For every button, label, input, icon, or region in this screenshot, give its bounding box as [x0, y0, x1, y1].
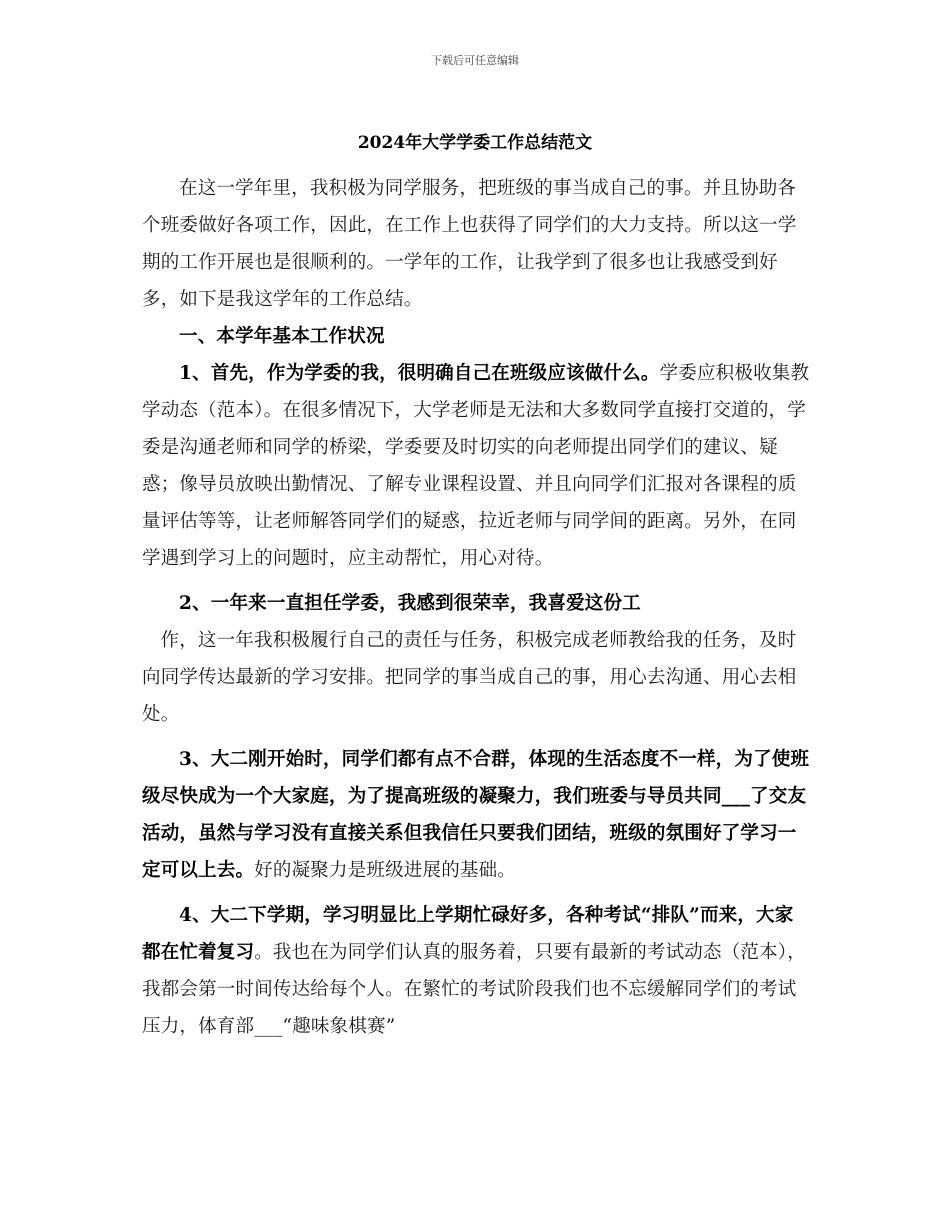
item-4-lead: 4、大二下学期，学习明显比上学期忙碌好多，各种考试“排队”而来，大家都在忙着复习 — [142, 905, 794, 963]
item-2-paragraph: 作，这一年我积极履行自己的责任与任务，积极完成老师教给我的任务，及时向同学传达最新的学习安排。把同学的事当成自己的事，用心去沟通、用心去相处。 — [142, 630, 797, 725]
intro-paragraph: 在这一学年里，我积极为同学服务，把班级的事当成自己的事。并且协助各个班委做好各项工作，因此，在工作上也获得了同学们的大力支持。所以这一学期的工作开展也是很顺利的。一学年的工作，让我学到了很多也让我感受到好多，如下是我这学年的工作总结。 — [142, 178, 797, 310]
item-4-text: 。我也在为同学们认真的服务着，只要有最新的考试动态（范本），我都会第一时间传达给每个人。在繁忙的考试阶段我们也不忘缓解同学们的考试压力，体育部___“趣味象棋赛” — [142, 942, 806, 1037]
page-header: 下载后可任意编辑 — [431, 54, 519, 67]
item-1-text: 学委应积极收集教学动态（范本）。在很多情况下，大学老师是无法和大多数同学直接打交道的，学委是沟通老师和同学的桥梁，学委要及时切实的向老师提出同学们的建议、疑惑；像导员放映出勤情况、了解专业课程设置、并且向同学们汇报对各课程的质量评估等等，让老师解答同学们的疑惑，拉近老师与同学间的距离。另外，在同学遇到学习上的问题时，应主动帮忙，用心对待。 — [142, 363, 810, 569]
item-4-paragraph — [142, 897, 812, 1045]
item-3-paragraph — [142, 741, 812, 889]
section-heading: 一、本学年基本工作状况 — [179, 326, 385, 347]
document-title: 2024年大学学委工作总结范文 — [357, 133, 593, 153]
document-body — [142, 170, 812, 1045]
item-2-heading: 2、一年来一直担任学委，我感到很荣幸，我喜爱这份工 — [179, 593, 641, 614]
item-1-paragraph — [142, 355, 812, 577]
item-3-text: 好的凝聚力是班级进展的基础。 — [254, 860, 517, 881]
item-3-lead: 3、大二刚开始时，同学们都有点不合群，体现的生活态度不一样，为了使班级尽快成为一个大家庭，为了提高班级的凝聚力，我们班委与导员共同___了交友活动，虽然与学习没有直接关系但我信任只要我们团结，班级的氛围好了学习一定可以上去。 — [142, 749, 810, 881]
item-1-lead: 1、首先，作为学委的我，很明确自己在班级应该做什么。 — [179, 363, 660, 384]
